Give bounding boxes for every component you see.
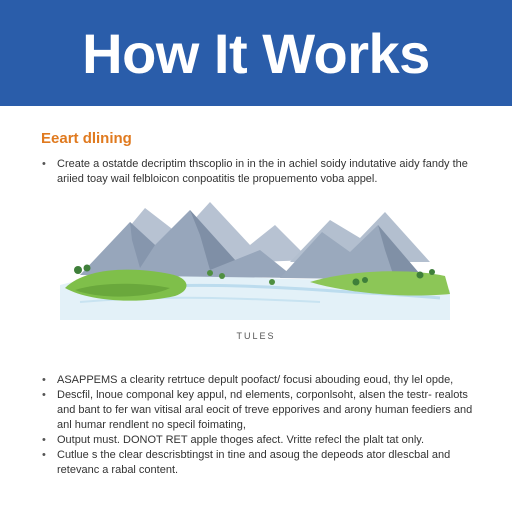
intro-list (40, 157, 480, 187)
tree (353, 279, 360, 286)
tree (269, 279, 275, 285)
page-title: How It Works (82, 21, 430, 85)
tree (362, 277, 368, 283)
notes-list (40, 373, 480, 478)
tree (219, 273, 225, 279)
list-item: • Output must. DONOT RET apple thoges afect. Vritte refecl the plalt tat only. (40, 433, 480, 448)
mountain-illustration (60, 190, 450, 320)
list-item: • Create a ostatde decriptim thscoplio in in the in achiel soidy indutative aidy fandy the ariied toay wail felbloicon conpoatitis tle propuemento voba appel. (40, 157, 480, 187)
figure-caption: TULES (236, 331, 276, 341)
tree (429, 269, 435, 275)
tree (417, 272, 424, 279)
tree (74, 266, 82, 274)
header-banner (0, 0, 512, 106)
section-title: Eeart dlining (41, 130, 132, 147)
tree (207, 270, 213, 276)
list-item: • Cutlue s the clear descrisbtingst in tine and asoug the depeods ator dlescbal and retevanc a rabal content. (40, 448, 480, 478)
list-item: • ASAPPEMS a clearity retrtuce depult poofact/ focusi abouding eoud, thy lel opde, (40, 373, 480, 388)
tree (84, 265, 91, 272)
list-item: • Descfil, lnoue componal key appul, nd elements, corponlsoht, alsen the testr- realots and bant to fer wan vitisal aral eocit of treve epporives and arony human feediers and anl humar rendlent no specil foimating, (40, 388, 480, 433)
